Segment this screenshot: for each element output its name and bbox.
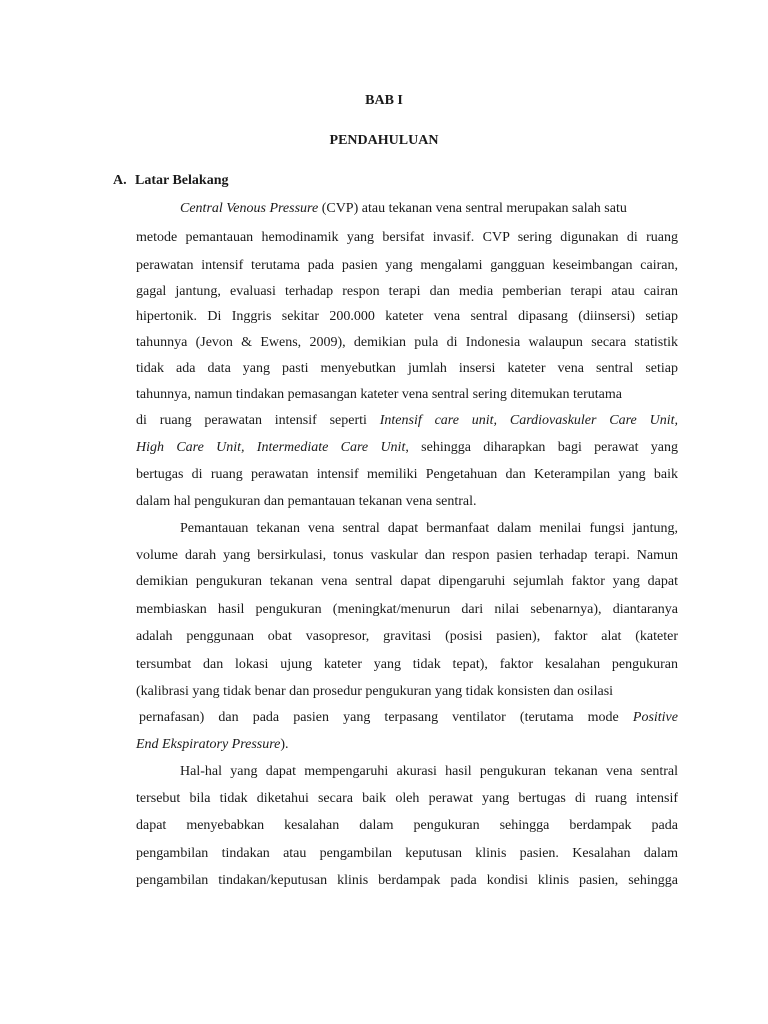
paragraph-line: tidak ada data yang pasti menyebutkan jumlah insersi kateter vena sentral setiap: [136, 361, 678, 376]
paragraph-line: tersumbat dan lokasi ujung kateter yang tidak tepat), faktor kesalahan pengukuran: [136, 657, 678, 672]
paragraph-line: tahunnya, namun tindakan pemasangan kateter vena sentral sering ditemukan terutama: [136, 387, 622, 402]
emphasis-text: End Ekspiratory Pressure: [136, 737, 281, 752]
chapter-title: PENDAHULUAN: [329, 133, 439, 148]
paragraph-line: Hal-hal yang dapat mempengaruhi akurasi hasil pengukuran tekanan vena sentral: [180, 764, 678, 779]
paragraph-line: metode pemantauan hemodinamik yang bersifat invasif. CVP sering digunakan di ruang: [136, 230, 678, 245]
paragraph-line: membiaskan hasil pengukuran (meningkat/menurun dari nilai sebenarnya), diantaranya: [136, 602, 678, 617]
section-title: Latar Belakang: [135, 173, 229, 188]
paragraph-line: perawatan intensif terutama pada pasien yang mengalami gangguan keseimbangan cairan,: [136, 258, 678, 273]
paragraph-line: hipertonik. Di Inggris sekitar 200.000 kateter vena sentral dipasang (diinsersi) setiap: [136, 309, 678, 324]
emphasis-text: Positive: [632, 710, 678, 725]
paragraph-line: Pemantauan tekanan vena sentral dapat bermanfaat dalam menilai fungsi jantung,: [180, 521, 678, 536]
chapter-number: BAB I: [365, 93, 403, 108]
paragraph-line: dapat menyebabkan kesalahan dalam pengukuran sehingga berdampak pada: [136, 818, 678, 833]
paragraph-line: pengambilan tindakan/keputusan klinis berdampak pada kondisi klinis pasien, sehingga: [136, 873, 678, 888]
paragraph-line: tersebut bila tidak diketahui secara baik oleh perawat yang bertugas di ruang intensif: [136, 791, 678, 806]
paragraph-line: dalam hal pengukuran dan pemantauan tekanan vena sentral.: [136, 494, 477, 509]
emphasis-text: Central Venous Pressure: [180, 201, 319, 216]
section-letter: A.: [113, 173, 127, 188]
paragraph-line: Central Venous Pressure (CVP) atau tekanan vena sentral merupakan salah satu: [180, 201, 627, 216]
emphasis-text: High Care Unit, Intermediate Care Unit: [136, 440, 406, 455]
paragraph-line: adalah penggunaan obat vasopresor, gravitasi (posisi pasien), faktor alat (kateter: [136, 629, 678, 644]
paragraph-line: gagal jantung, evaluasi terhadap respon terapi dan media pemberian terapi atau cairan: [136, 284, 678, 299]
paragraph-line: End Ekspiratory Pressure).: [136, 737, 289, 752]
section-heading: [113, 173, 228, 189]
paragraph-line: High Care Unit, Intermediate Care Unit, sehingga diharapkan bagi perawat yang: [136, 440, 678, 455]
emphasis-text: Intensif care unit, Cardiovaskuler Care Unit,: [379, 413, 678, 428]
paragraph-line: tahunnya (Jevon & Ewens, 2009), demikian pula di Indonesia walaupun secara statistik: [136, 335, 678, 350]
paragraph-line: volume darah yang bersirkulasi, tonus vaskular dan respon pasien terhadap terapi. Namun: [136, 548, 678, 563]
paragraph-line: demikian pengukuran tekanan vena sentral dapat dipengaruhi sejumlah faktor yang dapat: [136, 574, 678, 589]
paragraph-line: pengambilan tindakan atau pengambilan keputusan klinis pasien. Kesalahan dalam: [136, 846, 678, 861]
paragraph-line: di ruang perawatan intensif seperti Intensif care unit, Cardiovaskuler Care Unit,: [136, 413, 678, 428]
paragraph-line: (kalibrasi yang tidak benar dan prosedur pengukuran yang tidak konsisten dan osilasi: [136, 684, 614, 699]
paragraph-line: bertugas di ruang perawatan intensif memiliki Pengetahuan dan Keterampilan yang baik: [136, 467, 678, 482]
paragraph-line: pernafasan) dan pada pasien yang terpasang ventilator (terutama mode Positive: [139, 710, 678, 725]
